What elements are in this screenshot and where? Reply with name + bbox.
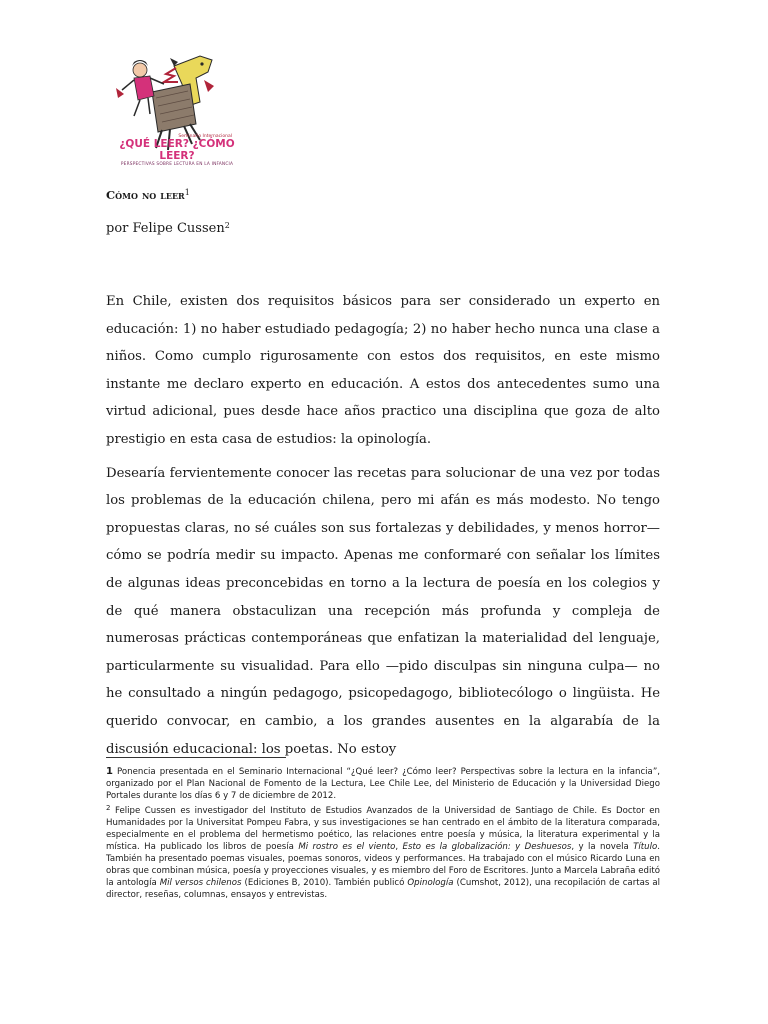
footnotes xyxy=(106,766,660,901)
book-title-mi-rostro: Mi rostro es el viento xyxy=(298,842,396,852)
footnote-2-text-c: , xyxy=(395,842,403,852)
footnote-ref-2[interactable]: 2 xyxy=(224,221,230,230)
body-paragraph-2: Desearía fervientemente conocer las recetas para solucionar de una vez por todas los problemas de la educación chilena, pero mi afán es más modesto. No tengo propuestas claras, no sé cuáles son sus fortalezas y debilidades, y menos horror— cómo se podría medir su impacto. Apenas me conformaré con señalar los límites de algunas ideas preconcebidas en torno a la lectura de poesía en los colegios y de qué manera obstaculizan una recepción más profunda y compleja de numerosas prácticas contemporáneas que enfatizan la materialidad del lenguaje, particularmente su visualidad. Para ello —pido disculpas sin ninguna culpa— no he consultado a ningún pedagogo, psicopedagogo, bibliotecólogo o lingüista. He querido convocar, en cambio, a los grandes ausentes en la algarabía de la discusión educacional: los poetas. No estoy xyxy=(106,465,660,757)
footnote-2-text-e: . También ha presentado poemas visuales, poemas sonoros, videos y performances. Ha trabajado con el músico Ricardo Luna en obras que combinan música, poesía y proyecciones visuales, y es miembro del Foro de Escritores. Junto a Marcela Labraña editó la antología xyxy=(106,842,660,888)
footnote-2-text-f: (Ediciones B, 2010). También publicó xyxy=(241,878,408,888)
book-title-opinologia: Opinología xyxy=(407,878,454,888)
footnote-2-text-a: Felipe Cussen es investigador del Instituto de Estudios Avanzados de la Universidad de Santiago de Chile. Es Doctor en Humanidades por la Universitat Pompeu Fabra, y sus investigaciones se han centrado en el ámbito de la literatura comparada, especialmente en el problema del hermetismo poético, las relaciones entre poesía y música, la literatura experimental y la mística. Ha publicado los libros de poesía xyxy=(106,806,660,852)
seminar-logo-caption xyxy=(118,134,236,167)
document-body xyxy=(106,288,660,769)
book-title-titulo: Título xyxy=(633,842,658,852)
footnote-2-text-g: (Cumshot, 2012), una recopilación de cartas al director, reseñas, columnas, ensayos y entrevistas. xyxy=(106,878,660,900)
document-author-text: por Felipe Cussen xyxy=(106,221,225,236)
footnote-2-number: 2 xyxy=(106,804,111,812)
footnote-1-number: 1 xyxy=(106,766,113,777)
document-title-text: Cómo no leer xyxy=(106,188,185,202)
logo-title-text: ¿QUÉ LEER? ¿CÓMO LEER? xyxy=(119,138,235,162)
logo-small-label: Seminario Internacional xyxy=(178,134,232,139)
logo-subtitle-text: PERSPECTIVAS SOBRE LECTURA EN LA INFANCIA xyxy=(120,162,234,167)
footnote-ref-1[interactable]: 1 xyxy=(184,188,190,197)
document-author xyxy=(106,221,230,236)
book-title-esto-es: Esto es la globalización: y Deshuesos xyxy=(402,842,572,852)
footnote-2 xyxy=(106,802,660,901)
footnote-1-text: Ponencia presentada en el Seminario Internacional “¿Qué leer? ¿Cómo leer? Perspectivas sobre la lectura en la infancia”, organizado por el Plan Nacional de Fomento de la Lectura, Lee Chile Lee, del Ministerio de Educación y la Universidad Diego Portales durante los días 6 y 7 de diciembre de 2012. xyxy=(106,767,661,801)
body-paragraph-1: En Chile, existen dos requisitos básicos para ser considerado un experto en educación: 1) no haber estudiado pedagogía; 2) no haber hecho nunca una clase a niños. Como cumplo rigurosamente con estos dos requisitos, en este mismo instante me declaro experto en educación. A estos dos antecedentes sumo una virtud adicional, pues desde hace años practico una disciplina que goza de alto prestigio en esta casa de estudios: la opinología. xyxy=(106,294,660,447)
footnote-1 xyxy=(106,766,660,802)
document-title xyxy=(106,188,190,202)
footnote-divider xyxy=(106,757,286,758)
book-title-mil-versos: Mil versos chilenos xyxy=(159,878,242,888)
footnote-2-text-d: , y la novela xyxy=(571,842,634,852)
